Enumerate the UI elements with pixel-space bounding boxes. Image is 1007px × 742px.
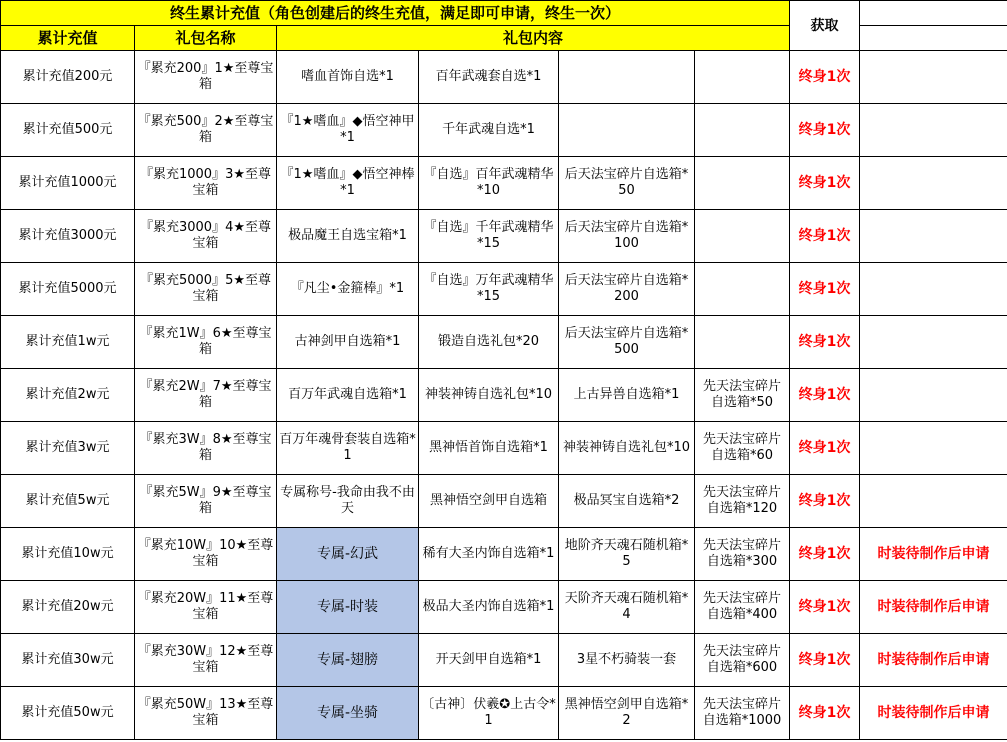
obtain-cell: 终身1次: [790, 104, 860, 157]
table-row: [1, 581, 1007, 634]
table-row: [1, 51, 1007, 104]
note-cell: [860, 369, 1007, 422]
content-item-cell: [695, 104, 790, 157]
content-item-cell: 后天法宝碎片自选箱*100: [559, 210, 695, 263]
content-item-cell: 先天法宝碎片自选箱*300: [695, 528, 790, 581]
content-item-cell: 『凡尘•金箍棒』*1: [277, 263, 419, 316]
content-item-cell: 稀有大圣内饰自选箱*1: [419, 528, 559, 581]
content-item-cell: [695, 51, 790, 104]
content-item-cell: 后天法宝碎片自选箱*500: [559, 316, 695, 369]
content-header: 礼包内容: [277, 26, 790, 51]
note-cell: 时装待制作后申请: [860, 634, 1007, 687]
amount-cell: 累计充值10w元: [1, 528, 135, 581]
package-name-cell: 『累充5W』9★至尊宝箱: [135, 475, 277, 528]
content-item-cell: 〔古神〕伏羲✪上古令*1: [419, 687, 559, 740]
amount-cell: 累计充值20w元: [1, 581, 135, 634]
note-cell: [860, 475, 1007, 528]
table-row: [1, 528, 1007, 581]
amount-cell: 累计充值5000元: [1, 263, 135, 316]
content-item-cell: 专属-翅膀: [277, 634, 419, 687]
note-cell: [860, 157, 1007, 210]
content-item-cell: 先天法宝碎片自选箱*1000: [695, 687, 790, 740]
content-item-cell: [695, 210, 790, 263]
blank-header-cell-2: [860, 26, 1007, 51]
amount-cell: 累计充值1w元: [1, 316, 135, 369]
content-item-cell: 地阶齐天魂石随机箱*5: [559, 528, 695, 581]
content-item-cell: 专属称号-我命由我不由天: [277, 475, 419, 528]
content-item-cell: 先天法宝碎片自选箱*60: [695, 422, 790, 475]
note-cell: 时装待制作后申请: [860, 581, 1007, 634]
table-row: [1, 316, 1007, 369]
content-item-cell: 『自选』百年武魂精华*10: [419, 157, 559, 210]
table-row: [1, 210, 1007, 263]
content-item-cell: 千年武魂自选*1: [419, 104, 559, 157]
obtain-cell: 终身1次: [790, 634, 860, 687]
obtain-cell: 终身1次: [790, 210, 860, 263]
content-item-cell: 『1★嗜血』◆悟空神棒*1: [277, 157, 419, 210]
table-row: [1, 475, 1007, 528]
content-item-cell: 专属-坐骑: [277, 687, 419, 740]
table-row: [1, 263, 1007, 316]
table-row: [1, 634, 1007, 687]
note-cell: [860, 422, 1007, 475]
content-item-cell: 『自选』万年武魂精华*15: [419, 263, 559, 316]
package-name-cell: 『累充200』1★至尊宝箱: [135, 51, 277, 104]
amount-cell: 累计充值30w元: [1, 634, 135, 687]
package-name-cell: 『累充30W』12★至尊宝箱: [135, 634, 277, 687]
package-name-cell: 『累充1000』3★至尊宝箱: [135, 157, 277, 210]
content-item-cell: 后天法宝碎片自选箱*200: [559, 263, 695, 316]
blank-header-cell: [860, 1, 1007, 26]
table-title: 终生累计充值（角色创建后的终生充值，满足即可申请，终生一次）: [1, 1, 790, 26]
note-cell: 时装待制作后申请: [860, 528, 1007, 581]
content-item-cell: [695, 157, 790, 210]
obtain-cell: 终身1次: [790, 263, 860, 316]
content-item-cell: [695, 316, 790, 369]
content-item-cell: 专属-时装: [277, 581, 419, 634]
content-item-cell: 极品魔王自选宝箱*1: [277, 210, 419, 263]
content-item-cell: 百年武魂套自选*1: [419, 51, 559, 104]
content-item-cell: 上古异兽自选箱*1: [559, 369, 695, 422]
obtain-cell: 终身1次: [790, 422, 860, 475]
obtain-cell: 终身1次: [790, 528, 860, 581]
package-name-cell: 『累充1W』6★至尊宝箱: [135, 316, 277, 369]
content-item-cell: [695, 263, 790, 316]
content-item-cell: 3星不朽骑装一套: [559, 634, 695, 687]
content-item-cell: 先天法宝碎片自选箱*50: [695, 369, 790, 422]
content-item-cell: 神装神铸自选礼包*10: [419, 369, 559, 422]
content-item-cell: 先天法宝碎片自选箱*120: [695, 475, 790, 528]
obtain-cell: 终身1次: [790, 157, 860, 210]
table-row: [1, 687, 1007, 740]
note-cell: [860, 210, 1007, 263]
content-item-cell: 极品冥宝自选箱*2: [559, 475, 695, 528]
content-item-cell: 神装神铸自选礼包*10: [559, 422, 695, 475]
amount-cell: 累计充值50w元: [1, 687, 135, 740]
content-item-cell: 开天剑甲自选箱*1: [419, 634, 559, 687]
table-row: [1, 422, 1007, 475]
content-item-cell: 天阶齐天魂石随机箱*4: [559, 581, 695, 634]
amount-cell: 累计充值500元: [1, 104, 135, 157]
obtain-cell: 终身1次: [790, 475, 860, 528]
content-item-cell: 嗜血首饰自选*1: [277, 51, 419, 104]
content-item-cell: 黑神悟首饰自选箱*1: [419, 422, 559, 475]
amount-cell: 累计充值3w元: [1, 422, 135, 475]
amount-cell: 累计充值200元: [1, 51, 135, 104]
obtain-cell: 终身1次: [790, 51, 860, 104]
note-cell: [860, 104, 1007, 157]
table-row: [1, 369, 1007, 422]
obtain-cell: 终身1次: [790, 316, 860, 369]
package-name-cell: 『累充3W』8★至尊宝箱: [135, 422, 277, 475]
package-name-cell: 『累充50W』13★至尊宝箱: [135, 687, 277, 740]
content-item-cell: 先天法宝碎片自选箱*600: [695, 634, 790, 687]
package-name-cell: 『累充500』2★至尊宝箱: [135, 104, 277, 157]
note-cell: [860, 51, 1007, 104]
package-name-cell: 『累充10W』10★至尊宝箱: [135, 528, 277, 581]
content-item-cell: 黑神悟空剑甲自选箱: [419, 475, 559, 528]
content-item-cell: 百万年魂骨套装自选箱*1: [277, 422, 419, 475]
content-item-cell: 极品大圣内饰自选箱*1: [419, 581, 559, 634]
name-header: 礼包名称: [135, 26, 277, 51]
content-item-cell: 黑神悟空剑甲自选箱*2: [559, 687, 695, 740]
package-name-cell: 『累充20W』11★至尊宝箱: [135, 581, 277, 634]
obtain-header: 获取: [790, 1, 860, 51]
amount-cell: 累计充值2w元: [1, 369, 135, 422]
content-item-cell: 百万年武魂自选箱*1: [277, 369, 419, 422]
content-item-cell: 先天法宝碎片自选箱*400: [695, 581, 790, 634]
content-item-cell: [559, 51, 695, 104]
package-name-cell: 『累充5000』5★至尊宝箱: [135, 263, 277, 316]
amount-cell: 累计充值3000元: [1, 210, 135, 263]
amount-header: 累计充值: [1, 26, 135, 51]
content-item-cell: 『1★嗜血』◆悟空神甲*1: [277, 104, 419, 157]
package-name-cell: 『累充2W』7★至尊宝箱: [135, 369, 277, 422]
content-item-cell: 专属-幻武: [277, 528, 419, 581]
content-item-cell: 古神剑甲自选箱*1: [277, 316, 419, 369]
content-item-cell: 『自选』千年武魂精华*15: [419, 210, 559, 263]
obtain-cell: 终身1次: [790, 369, 860, 422]
note-cell: [860, 263, 1007, 316]
obtain-cell: 终身1次: [790, 581, 860, 634]
table-row: [1, 104, 1007, 157]
content-item-cell: 后天法宝碎片自选箱*50: [559, 157, 695, 210]
amount-cell: 累计充值5w元: [1, 475, 135, 528]
content-item-cell: 锻造自选礼包*20: [419, 316, 559, 369]
obtain-cell: 终身1次: [790, 687, 860, 740]
package-name-cell: 『累充3000』4★至尊宝箱: [135, 210, 277, 263]
note-cell: 时装待制作后申请: [860, 687, 1007, 740]
content-item-cell: [559, 104, 695, 157]
note-cell: [860, 316, 1007, 369]
amount-cell: 累计充值1000元: [1, 157, 135, 210]
table-row: [1, 157, 1007, 210]
